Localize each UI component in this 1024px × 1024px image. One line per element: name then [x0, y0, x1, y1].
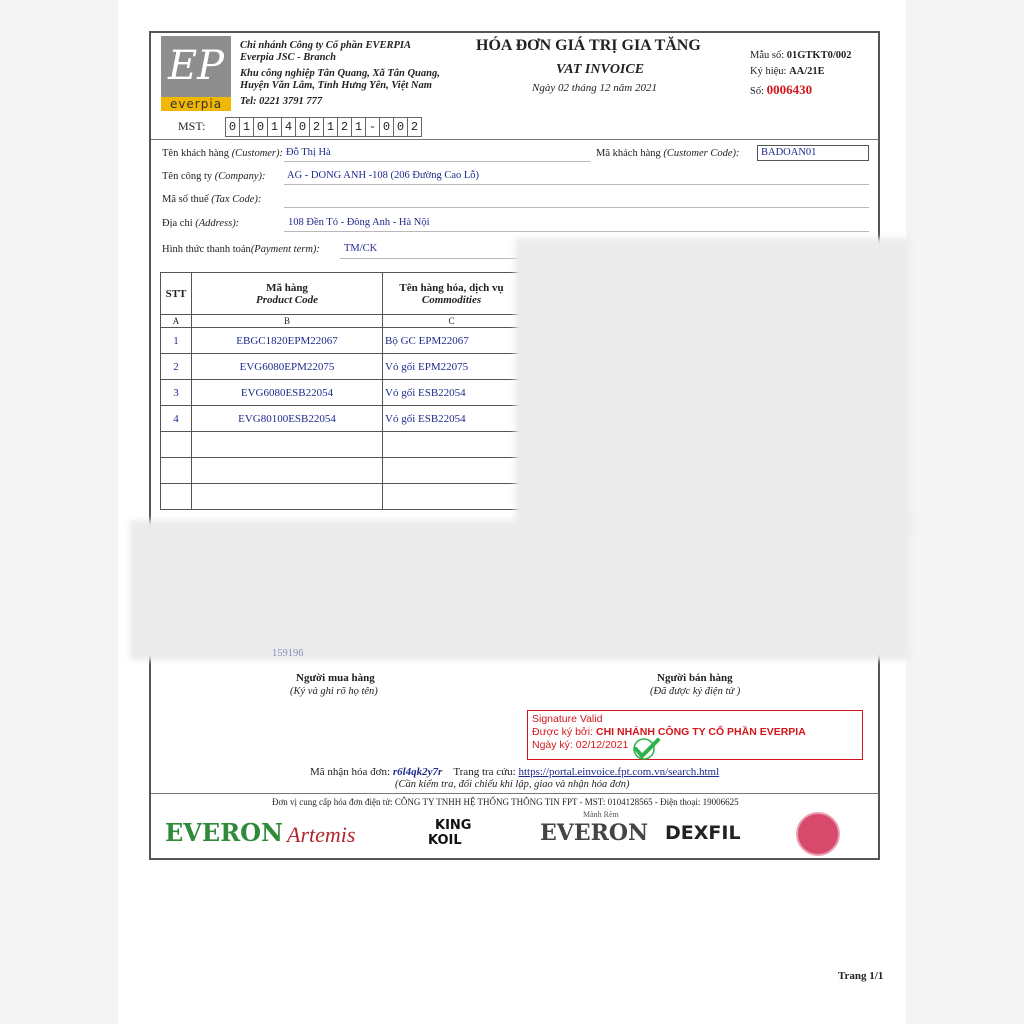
- header-divider: [151, 139, 878, 140]
- row-code: EVG6080EPM22075: [192, 354, 383, 380]
- lookup-line: [310, 766, 719, 778]
- everon-logo: EVERON: [165, 818, 283, 847]
- invoice-title-en: VAT INVOICE: [556, 62, 645, 77]
- serial-label: Ký hiệu:: [750, 66, 787, 77]
- sign-date: Ngày ký: 02/12/2021: [532, 739, 629, 751]
- footer-divider: [151, 793, 878, 794]
- index-a: A: [161, 315, 192, 328]
- logo-mark: EP: [167, 43, 225, 89]
- underline: [340, 258, 520, 259]
- mst-digit: 2: [407, 117, 422, 137]
- seller-note: (Đã được ký điện tử ): [650, 686, 741, 697]
- row-code: EBGC1820EPM22067: [192, 328, 383, 354]
- row-stt: 4: [161, 406, 192, 432]
- lookup-code-value: r6l4qk2y7r: [392, 766, 443, 778]
- table-row-empty: [161, 458, 521, 484]
- mst-digit: 0: [253, 117, 268, 137]
- row-code: EVG6080ESB22054: [192, 380, 383, 406]
- underline: [284, 161, 590, 162]
- invoice-title-vi: HÓA ĐƠN GIÁ TRỊ GIA TĂNG: [476, 37, 701, 54]
- buyer-title: Người mua hàng: [296, 672, 375, 684]
- table-row: [161, 380, 521, 406]
- table-row: [161, 354, 521, 380]
- company-name-vi: Chi nhánh Công ty Cổ phần EVERPIA: [240, 40, 411, 51]
- table-header-row: [161, 273, 521, 315]
- row-name: Vỏ gối ESB22054: [383, 406, 521, 432]
- payment-label: Hình thức thanh toán(Payment term):: [162, 244, 320, 255]
- row-name: Vỏ gối ESB22054: [383, 380, 521, 406]
- mst-digit: 1: [239, 117, 254, 137]
- index-b: B: [192, 315, 383, 328]
- digital-signature-box: [527, 710, 863, 760]
- customer-name-label: Tên khách hàng (Customer):: [162, 148, 284, 159]
- address-value: 108 Đền Tó - Đông Anh - Hà Nội: [288, 217, 430, 228]
- logo-word: everpia: [161, 97, 231, 111]
- form-number: [750, 50, 852, 61]
- lookup-code-label: Mã nhận hóa đơn:: [310, 766, 391, 778]
- number-label: Số:: [750, 86, 765, 97]
- partial-visible-value: 159196: [272, 648, 304, 659]
- provider-info: Đơn vị cung cấp hóa đơn điện tử: CÔNG TY TNHH HỆ THỐNG THÔNG TIN FPT - MST: 0104128565 - Điện thoại: 19006625: [272, 797, 739, 807]
- koil-logo: KOIL: [428, 833, 462, 848]
- buyer-note: (Ký và ghi rõ họ tên): [290, 686, 378, 697]
- row-name: Vỏ gối EPM22075: [383, 354, 521, 380]
- mst-digit: 0: [379, 117, 394, 137]
- underline: [284, 231, 869, 232]
- company-name-en: Everpia JSC - Branch: [240, 52, 336, 63]
- index-row: [161, 315, 521, 328]
- portal-label: Trang tra cứu:: [453, 766, 516, 778]
- dexfil-logo: DEXFIL: [665, 822, 741, 844]
- mst-digit: 4: [281, 117, 296, 137]
- company-tel: Tel: 0221 3791 777: [240, 96, 323, 107]
- artemis-logo: Artemis: [287, 822, 356, 847]
- mst-digit: 1: [267, 117, 282, 137]
- company-address-1: Khu công nghiệp Tân Quang, Xã Tân Quang,: [240, 68, 440, 79]
- row-stt: 2: [161, 354, 192, 380]
- mst-digit: 0: [393, 117, 408, 137]
- invoice-number: [750, 82, 812, 98]
- mst-digit: 2: [337, 117, 352, 137]
- company-label: Tên công ty (Company):: [162, 171, 266, 182]
- customer-code-value: BADOAN01: [757, 145, 869, 161]
- underline: [284, 207, 869, 208]
- certification-badge-icon: [796, 812, 840, 856]
- seller-title: Người bán hàng: [657, 672, 733, 684]
- mst-digit: 0: [225, 117, 240, 137]
- table-row: [161, 328, 521, 354]
- number-value: 0006430: [766, 82, 813, 97]
- everpia-logo: [161, 36, 231, 98]
- page-number: Trang 1/1: [838, 970, 884, 982]
- address-label: Địa chỉ (Address):: [162, 218, 240, 229]
- king-logo: KING: [435, 818, 472, 833]
- row-code: EVG80100ESB22054: [192, 406, 383, 432]
- redacted-area-totals: [130, 520, 910, 660]
- mant-rem-label: Mành Rèm: [583, 810, 619, 819]
- col-commodities: Tên hàng hóa, dịch vụ Commodities: [383, 273, 521, 315]
- table-row: [161, 406, 521, 432]
- col-stt: STT: [161, 273, 192, 315]
- items-table: [160, 272, 520, 510]
- redacted-area-right: [515, 238, 910, 528]
- serial-value: AA/21E: [789, 66, 825, 77]
- table-row-empty: [161, 432, 521, 458]
- mst-digits: [226, 117, 422, 137]
- col-product-code: Mã hàng Product Code: [192, 273, 383, 315]
- row-name: Bộ GC EPM22067: [383, 328, 521, 354]
- signature-valid: Signature Valid: [532, 713, 603, 725]
- index-c: C: [383, 315, 521, 328]
- invoice-date: Ngày 02 tháng 12 năm 2021: [532, 82, 657, 94]
- customer-name-value: Đỗ Thị Hà: [286, 147, 331, 158]
- everon-mant-rem-logo: EVERON: [540, 820, 649, 846]
- company-address-2: Huyện Văn Lâm, Tỉnh Hưng Yên, Việt Nam: [240, 80, 432, 91]
- form-label: Mẫu số:: [750, 50, 785, 61]
- tax-code-label: Mã số thuế (Tax Code):: [162, 194, 262, 205]
- mst-digit: 2: [309, 117, 324, 137]
- table-row-empty: [161, 484, 521, 510]
- payment-value: TM/CK: [344, 243, 378, 254]
- row-stt: 1: [161, 328, 192, 354]
- customer-code-label: Mã khách hàng (Customer Code):: [596, 148, 740, 159]
- checkmark-icon: [628, 737, 662, 761]
- portal-link[interactable]: https://portal.einvoice.fpt.com.vn/search.html: [518, 766, 720, 778]
- serial: [750, 66, 825, 77]
- company-value: AG - DONG ANH -108 (206 Đường Cao Lỗ): [287, 170, 480, 181]
- mst-digit: 0: [295, 117, 310, 137]
- lookup-note: (Cần kiểm tra, đối chiếu khi lập, giao và nhận hóa đơn): [395, 779, 630, 790]
- form-value: 01GTKT0/002: [786, 50, 852, 61]
- row-stt: 3: [161, 380, 192, 406]
- mst-digit: 1: [351, 117, 366, 137]
- mst-digit: -: [365, 117, 380, 137]
- mst-label: MST:: [178, 119, 206, 133]
- mst-digit: 1: [323, 117, 338, 137]
- underline: [284, 184, 869, 185]
- signed-by: Được ký bởi: CHI NHÁNH CÔNG TY CỔ PHẦN EVERPIA: [532, 726, 806, 738]
